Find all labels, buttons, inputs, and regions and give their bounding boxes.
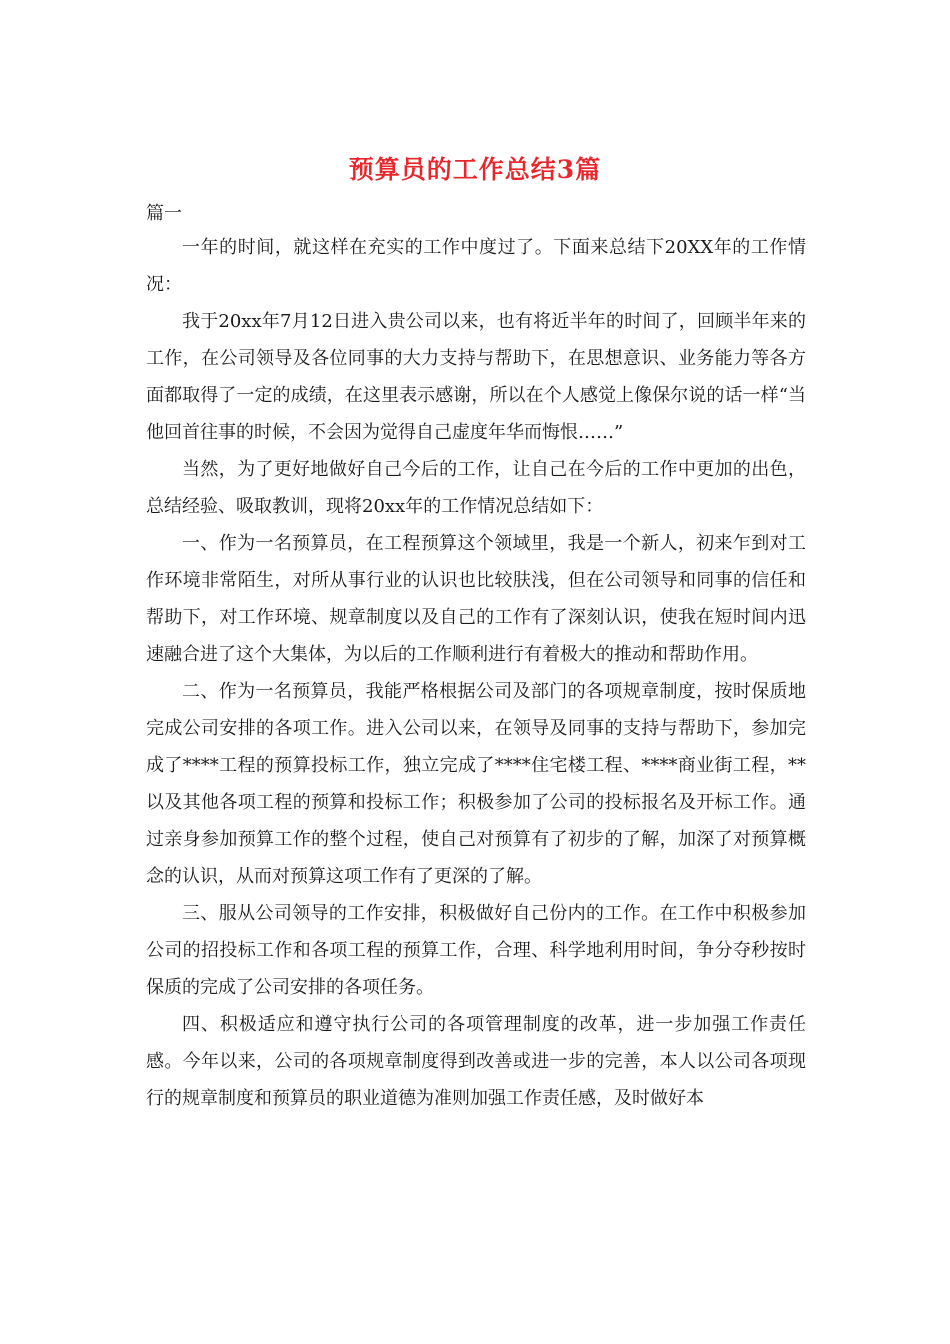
paragraph-intro: 一年的时间，就这样在充实的工作中度过了。下面来总结下20XX年的工作情况：	[146, 237, 806, 295]
document-title: 预算员的工作总结3篇	[348, 155, 602, 184]
document-body	[146, 229, 806, 1117]
paragraph-point-2: 二、作为一名预算员，我能严格根据公司及部门的各项规章制度，按时保质地完成公司安排的各项工作。进入公司以来，在领导及同事的支持与帮助下，参加完成了****工程的预算投标工作，独立完成了****住宅楼工程、****商业街工程，**以及其他各项工程的预算和投标工作；积极参加了公司的投标报名及开标工作。通过亲身参加预算工作的整个过程，使自己对预算有了初步的了解，加深了对预算概念的认识，从而对预算这项工作有了更深的了解。	[146, 681, 806, 887]
paragraph-summary-intro: 当然，为了更好地做好自己今后的工作，让自己在今后的工作中更加的出色，总结经验、吸取教训，现将20xx年的工作情况总结如下：	[146, 459, 806, 517]
paragraph-point-4: 四、积极适应和遵守执行公司的各项管理制度的改革，进一步加强工作责任感。今年以来，公司的各项规章制度得到改善或进一步的完善，本人以公司各项现行的规章制度和预算员的职业道德为准则加强工作责任感，及时做好本	[146, 1014, 806, 1109]
paragraph-review: 我于20xx年7月12日进入贵公司以来，也有将近半年的时间了，回顾半年来的工作，在公司领导及各位同事的大力支持与帮助下，在思想意识、业务能力等各方面都取得了一定的成绩，在这里表示感谢，所以在个人感觉上像保尔说的话一样“当他回首往事的时候，不会因为觉得自己虚度年华而悔恨……”	[146, 311, 806, 443]
paragraph-point-3: 三、服从公司领导的工作安排，积极做好自己份内的工作。在工作中积极参加公司的招投标工作和各项工程的预算工作，合理、科学地利用时间，争分夺秒按时保质的完成了公司安排的各项任务。	[146, 903, 806, 998]
paragraph-point-1: 一、作为一名预算员，在工程预算这个领域里，我是一个新人，初来乍到对工作环境非常陌生，对所从事行业的认识也比较肤浅，但在公司领导和同事的信任和帮助下，对工作环境、规章制度以及自己的工作有了深刻认识，使我在短时间内迅速融合进了这个大集体，为以后的工作顺利进行有着极大的推动和帮助作用。	[146, 533, 806, 665]
section-label: 篇一	[146, 203, 182, 224]
